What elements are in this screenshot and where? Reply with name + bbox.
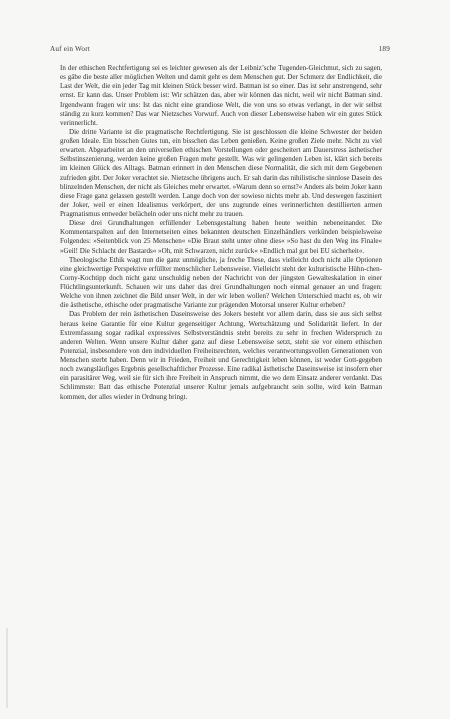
paragraph: Die dritte Variante ist die pragmatische Rechtfertigung. Sie ist geschlossen die kleine Schwester der beiden großen Ideale. Ein bisschen Gutes tun, ein bisschen das Leben genießen. Keine großen Ziele mehr. Nicht zu viel erwarten. Abgearbeitet an den universellen ethischen Vorstellungen oder gescheitert am Dauerstress ästhetischer Selbstinszenierung, werden keine großen Fragen mehr gestellt. Was wir gelingenden Leben ist, klärt sich bereits im kleinen Glück des Alltags. Batman erinnert in den Menschen diese Normalität, die sich mit dem Gegebenen zufrieden gibt. Der Joker verachtet sie. Nietzsche übrigens auch. Er sah darin das nihilistische sinnlose Dasein des blinzelnden Menschen, der nicht als Gleiches mehr erwartet. »Warum denn so ernst?« Anders als beim Joker kann diese Frage ganz gelassen gestellt werden. Lange doch von der sowieso nichts mehr ab. Und deswegen fasziniert der Joker, weil er einen Idealismus verkörpert, der uns zugrunde eines verinnerlichten destillierten armen Pragmatismus entweder belächeln oder uns nicht mehr zu trauen. xyxy=(60,127,382,218)
paragraph: Das Problem der rein ästhetischen Daseinsweise des Jokers besteht vor allem darin, dass sie aus sich selbst heraus keine Garantie für eine Kultur gegenseitiger Achtung, Wertschätzung und Solidarität liefert. In der Extremfassung sogar radikal expressives Selbstverständnis steht bereits zu sehr in frechen Widerspruch zu anderen Welten. Wenn unsere Kultur daher ganz auf diese Lebensweise setzt, steht sie vor einem ethischen Potenzial, insbesondere von den individuellen Freiheitsrechten, welches verantwortungsvollen Generationen von Menschen sterbt haben. Denn wir in Frieden, Freiheit und Gerechtigkeit leben können, ist weder Gott-gegeben noch zwangsläufiges Ergebnis gesellschaftlicher Prozesse. Eine radikal ästhetische Daseinsweise ist insofern eher ein parasitärer Weg, weil sie für sich ihre Freiheit in Anspruch nimmt, die wo dem Einsatz anderer verdankt. Das Schlimmste: Batt das ethische Potenzial unserer Kultur jemals aufgebraucht sein sollte, wird kein Batman kommen, der alles wieder in Ordnung bringt. xyxy=(60,310,382,401)
paragraph: Theologische Ethik wagt nun die ganz unmögliche, ja freche These, dass vielleicht doch nicht alle Optionen eine gleichwertige Perspektive erfüllter menschlicher Lebensweise. Vielleicht steht der kulturistische Hühn-chen-Corny-Kochtipp doch nicht ganz unschuldig neben der Nachricht von der jüngsten Gewalteskalation in einer Flüchtlingsunterkunft. Schauen wir uns daher das drei Grundhaltungen noch einmal genauer an und fragen: Welche von ihnen zeichnet die Bild unser Welt, in der wir leben wollen? Welchen Unterschied macht es, ob wir die ästhetische, ethische oder pragmatische Variante zur prägenden Motorsal unserer Kultur erheben? xyxy=(60,255,382,310)
paragraph: In der ethischen Rechtfertigung sei es leichter gewesen als der Leibniz’sche Tugenden-Gleichmut, sich zu sagen, es gäbe die beste aller möglichen Welten und damit geht es dem Menschen gut. Der Schmerz der Endlichkeit, die Last der Welt, die ein jeder Tag mit kleinen Stück besser wird. Batman ist so einer. Das ist sehr anstrengend, sehr ernst. Er kann das. Unser Problem ist: Wir schätzen das, aber wir können das nicht, weil wir nicht Batman sind. Irgendwann fragen wir uns: Ist das nicht eine grandiose Welt, die von uns so etwas verlangt, in der wir selbst ständig zu kurz kommen? Das war Nietzsches Vorwurf. Auch von dieser Lebensweise haben wir ein gutes Stück verinnerlicht. xyxy=(60,64,382,127)
running-head-title: Auf ein Wort xyxy=(50,45,91,53)
running-head xyxy=(50,45,390,53)
page-number: 189 xyxy=(378,45,390,53)
scan-edge-mark xyxy=(6,628,8,708)
body-text xyxy=(60,64,382,402)
paragraph: Diese drei Grundhaltungen erfüllender Lebensgestaltung haben heute weithin nebeneinander. Die Kommentarspalten auf den Internetseiten eines bekannten deutschen Einzelhändlers verkünden beispielsweise Folgendes: »Seitenblick von 25 Menschen« »Die Braut steht unter ohne dies« »So hast du den Weg ins Finale« »Geil! Die Schlacht der Bastards« »Oh, mit Schwarzen, nicht zurück« »Endlich mal gut bei EU sicherheit«. xyxy=(60,219,382,255)
